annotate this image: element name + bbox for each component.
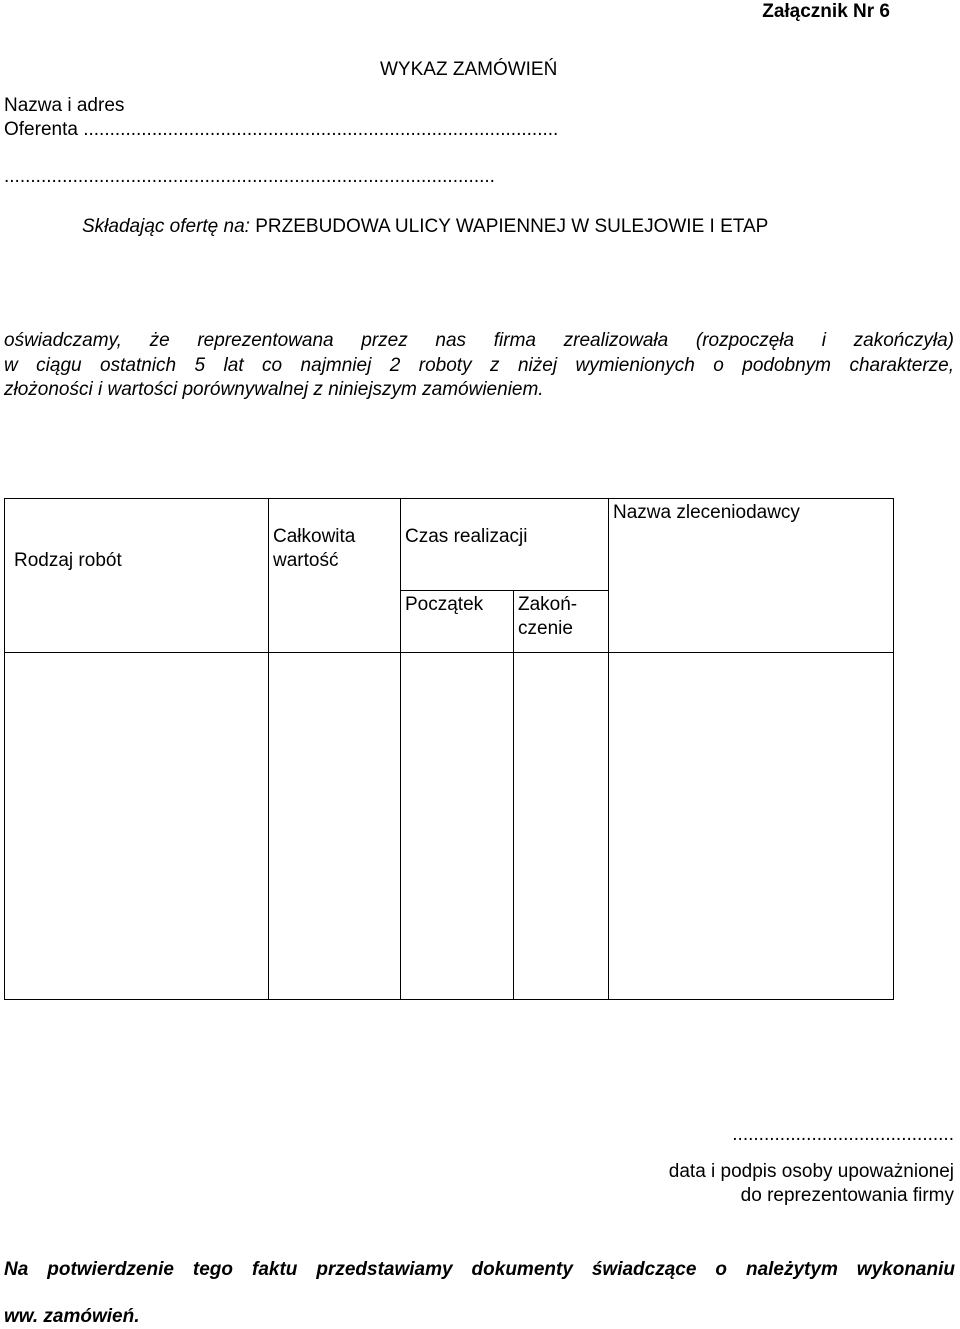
document-title: WYKAZ ZAMÓWIEŃ: [380, 59, 558, 80]
header-work-type: Rodzaj robót: [14, 550, 122, 571]
offer-subject: [82, 215, 768, 239]
signature-caption-line2: do reprezentowania firmy: [740, 1185, 954, 1206]
annex-label: Załącznik Nr 6: [762, 1, 890, 22]
table-border: [400, 498, 401, 1000]
table-border: [400, 590, 609, 591]
statement-line: złożoności i wartości porównywalnej z niniejszym zamówieniem.: [4, 379, 544, 400]
table-border: [4, 498, 5, 1000]
confirmation-line2: ww. zamówień.: [4, 1306, 140, 1327]
bidder-address-field: .............................................................................................: [4, 166, 495, 187]
header-total-value-line1: Całkowita: [273, 526, 356, 547]
header-start: Początek: [405, 594, 484, 615]
header-execution-time: Czas realizacji: [405, 526, 528, 547]
signature-line: ..........................................: [732, 1124, 954, 1145]
header-end-line1: Zakoń-: [518, 594, 578, 615]
table-border: [4, 999, 894, 1000]
bidder-name-label: Nazwa i adres: [4, 95, 125, 116]
table-border: [608, 498, 609, 1000]
table-border: [513, 590, 514, 1000]
header-total-value-line2: wartość: [273, 550, 339, 571]
offer-subject-value: PRZEBUDOWA ULICY WAPIENNEJ W SULEJOWIE I ETAP: [249, 216, 769, 237]
table-border: [4, 498, 894, 499]
offer-subject-label: Składając ofertę na:: [82, 216, 250, 237]
header-client-name: Nazwa zleceniodawcy: [613, 502, 800, 523]
confirmation-line1: Na potwierdzenie tego faktu przedstawiamy dokumenty świadczące o należytym wykonaniu: [4, 1259, 955, 1280]
table-border: [268, 498, 269, 1000]
bidder-name-field: Oferenta ..........................................................................................: [4, 119, 559, 140]
statement-line: oświadczamy, że reprezentowana przez nas firma zrealizowała (rozpoczęła i zakończyła): [4, 330, 954, 351]
table-border: [4, 652, 894, 653]
table-border: [893, 498, 894, 1000]
statement-line: w ciągu ostatnich 5 lat co najmniej 2 roboty z niżej wymienionych o podobnym charakterze,: [4, 354, 954, 376]
statement-paragraph: [4, 329, 954, 403]
header-end-line2: czenie: [518, 618, 573, 639]
signature-caption-line1: data i podpis osoby upoważnionej: [668, 1161, 954, 1182]
